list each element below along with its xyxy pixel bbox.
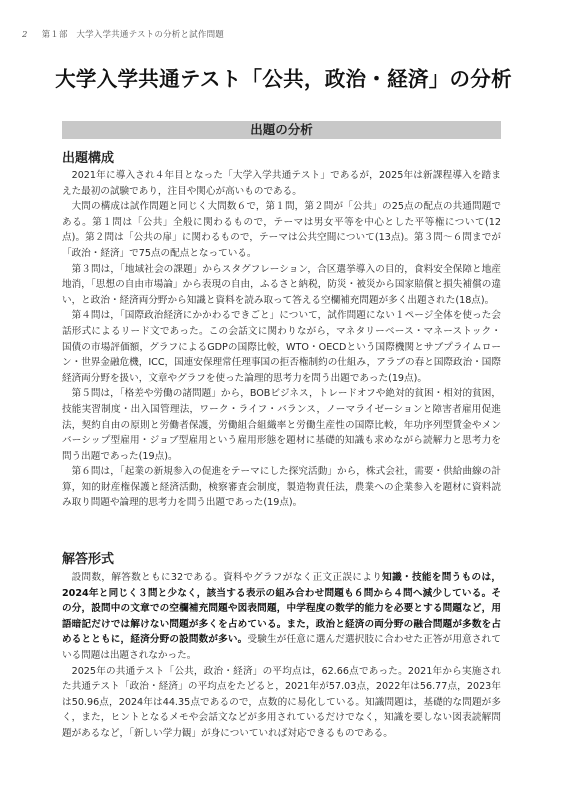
paragraph: 2025年の共通テスト「公共，政治・経済」の平均点は，62.66点であった。2021年から実施された共通テスト「政治・経済」の平均点をたどると，2021年が57.03点，2022年は56.77点，2023年は50.96点，2024年は44.35点であるので，点数的に易化している。知識問題は，基礎的な問題が多く，また，ヒントとなるメモや会話文などが多用されているだけでなく，知識を要しない図表読解問題があるなど，「新しい学力観」が身についていれば対応できるものである。 (62, 665, 501, 739)
bold-text: 知識・技能を問うものは，2024年と同じく３問と少なく，該当する表示の組み合わせ問題も６問から４問へ減少している。その分，設問中の文章での空欄補充問題や図表問題，中学程度の数学的能力を必要とする問題など，用語暗記だけでは解けない問題が多くを占めている。また，政治と経済の両分野の融合問題が多数を占めるとともに，経済分野の設問数が多い。 (62, 572, 501, 646)
paragraph: 第３問は，「地域社会の課題」からスタグフレーション，合区選挙導入の目的，食料安全保障と地産地消，「思想の自由市場論」から表現の自由，ふるさと納税，防災・被災から国家賠償と損失補償の違い，と政治・経済両分野から知識と資料を読み取って答える空欄補充問題が多く出題された(18点)。 (62, 263, 501, 306)
structure-body (62, 168, 501, 511)
paragraph (62, 570, 501, 664)
heading-answer-format: 解答形式 (62, 552, 115, 567)
paragraph: 第５問は，「格差や労働の諸問題」から，BOBビジネス，トレードオフや絶対的貧困・相対的貧困，技能実習制度・出入国管理法，ワーク・ライフ・バランス，ノーマライゼーションと障害者雇用促進法，契約自由の原則と労働者保護，労働組合組織率と労働生産性の国際比較，年功序列型賃金やメンバーシップ型雇用・ジョブ型雇用という雇用形態を題材に基礎的知識も求めながら読解力と思考力を問う出題であった(19点)。 (62, 388, 501, 462)
text-span: 受験生が任意に選んだ選択肢に合わせた正答が用意されている問題は出題されなかった。 (62, 634, 502, 661)
paragraph: 第６問は，「起業の新規参入の促進をテーマにした探究活動」から，株式会社，需要・供給曲線の計算，知的財産権保護と経済活動，検察審査会制度，製造物責任法，農業への企業参入を題材に資料読み取り問題や論理的思考力を問う出題であった(19点)。 (62, 466, 501, 509)
page-title: 大学入学共通テスト「公共，政治・経済」の分析 (55, 67, 512, 91)
paragraph: 2021年に導入され４年目となった「大学入学共通テスト」であるが，2025年は新課程導入を踏まえた最初の試験であり，注目や関心が高いものである。 (62, 170, 501, 197)
running-head-text: 第１部 大学入学共通テストの分析と試作問題 (41, 30, 224, 40)
answer-format-body (62, 570, 501, 742)
text-span: 設問数，解答数ともに32である。資料やグラフがなく正文正誤により (71, 572, 383, 583)
running-head (22, 28, 224, 40)
page-number: 2 (22, 30, 28, 40)
section-bar: 出題の分析 (62, 121, 501, 139)
paragraph: 大問の構成は試作問題と同じく大問数６で，第１問，第２問が「公共」の25点の配点の共通問題である。第１問は「公共」全般に関わるもので，テーマは男女平等を中心とした平等権について(12点)。第２問は「公共の扉」に関わるもので，テーマは公共空間について(13点)。第３問～６問までが「政治・経済」で75点の配点となっている。 (62, 201, 501, 259)
heading-structure: 出題構成 (62, 151, 115, 166)
paragraph: 第４問は，「国際政治経済にかかわるできごと」について，試作問題にない１ページ全体を使った会話形式によるリード文であった。この会話文に関わりながら，マネタリーベース・マネーストック・国債の市場評価額，グラフによるGDPの国際比較，WTO・OECDという国際機関とサブプライムローン・世界金融危機，ICC，国連安保理常任理事国の拒否権制約の仕組み，アラブの春と国際政治・国際経済両分野を扱い，文章やグラフを使った論理的思考力を問う出題であった(19点)。 (62, 310, 501, 384)
